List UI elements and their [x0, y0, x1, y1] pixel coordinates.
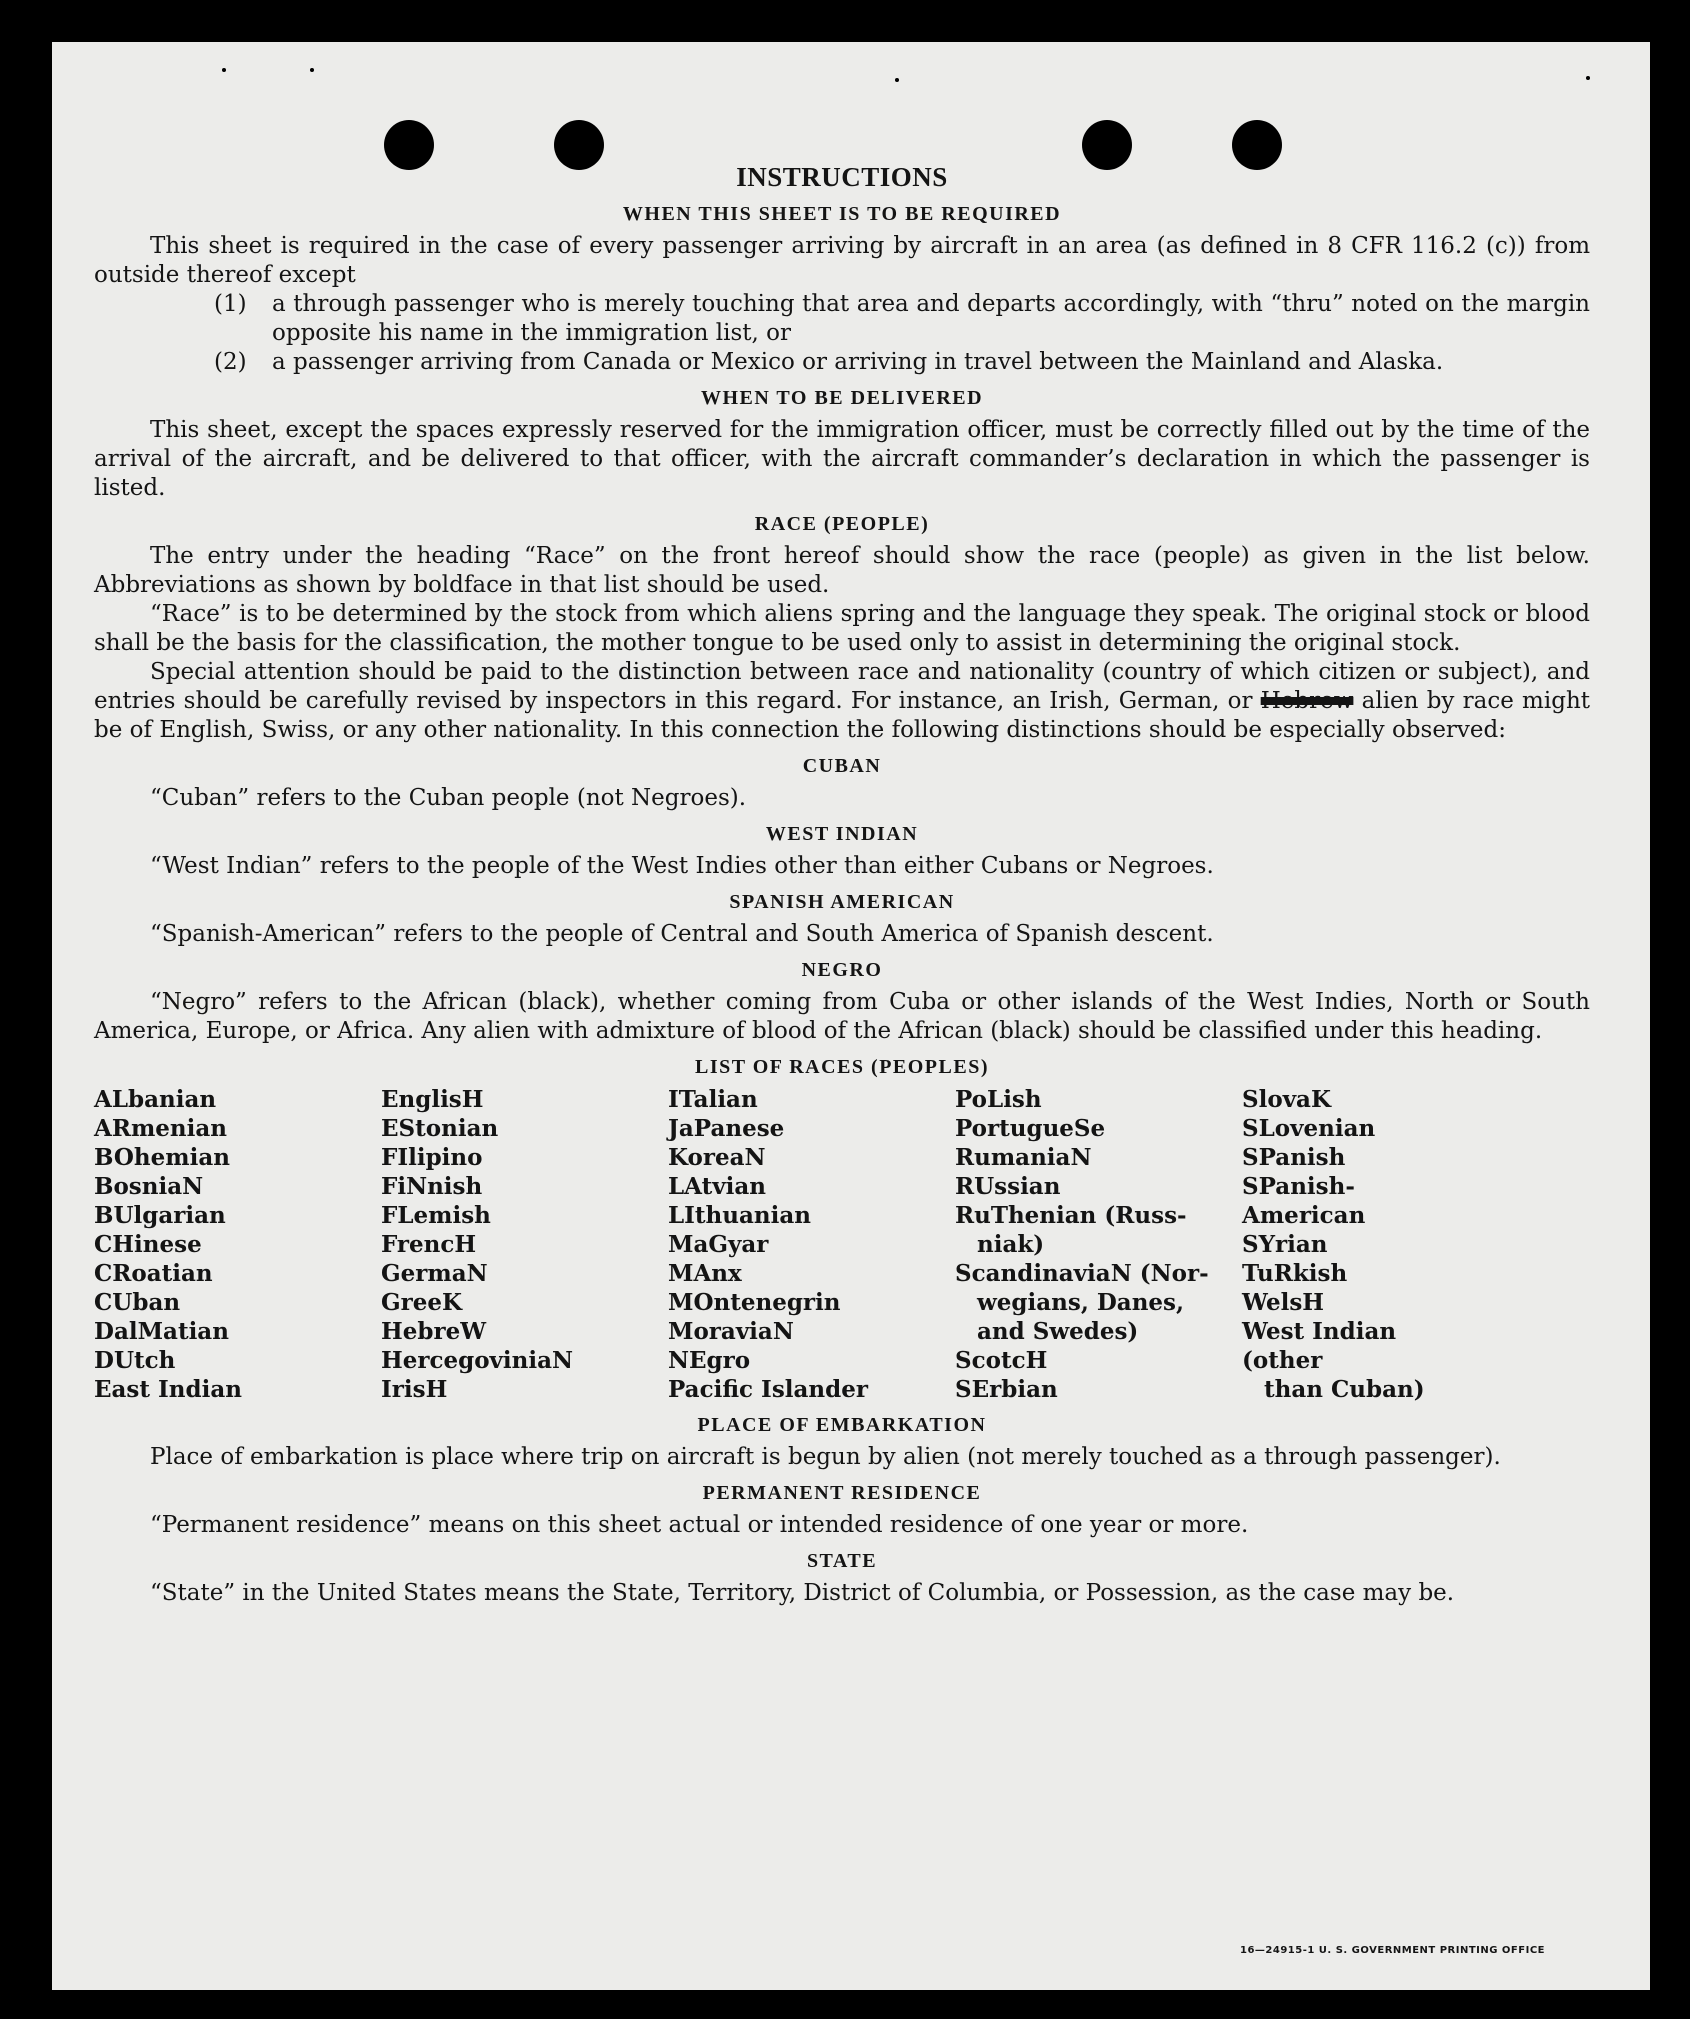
- race-entry: EnglisH: [381, 1086, 484, 1113]
- race-entry: HebreW: [381, 1318, 487, 1345]
- race-entry: MoraviaN: [668, 1318, 794, 1345]
- race-entry: CRoatian: [94, 1260, 213, 1287]
- race-entry: PoLish: [955, 1086, 1042, 1113]
- race-entry: BosniaN: [94, 1173, 204, 1200]
- race-paragraph: The entry under the heading “Race” on the front hereof should show the race (people) as given in the list below. Abbreviations as shown by boldface in that list should be used.: [94, 543, 1590, 598]
- heading-negro: NEGRO: [801, 959, 883, 981]
- race-entry: RuThenian (Russ-: [955, 1202, 1187, 1229]
- scan-speck: [1586, 76, 1590, 80]
- heading-when-required: WHEN THIS SHEET IS TO BE REQUIRED: [622, 203, 1062, 225]
- race-entry: MaGyar: [668, 1231, 769, 1258]
- race-special-b: alien by race might be of English, Swiss, or any other nationality. In this connection the following distinctions should be especially observed:: [94, 688, 1591, 743]
- race-special-a: Special attention should be paid to the distinction between race and nationality (country of which citizen or subject), and entries should be carefully revised by inspectors in this regard. For instance, an Irish, German, or: [94, 659, 1590, 714]
- page-title: INSTRUCTIONS: [736, 162, 948, 192]
- heading-when-delivered: WHEN TO BE DELIVERED: [700, 387, 984, 409]
- scan-speck: [895, 78, 899, 82]
- races-column: [381, 1085, 668, 1404]
- heading-race: RACE (PEOPLE): [754, 513, 930, 535]
- west-indian-text: “West Indian” refers to the people of the West Indies other than either Cubans or Negroes.: [150, 853, 1214, 879]
- embarkation-text: Place of embarkation is place where trip on aircraft is begun by alien (not merely touched as a through passenger).: [150, 1444, 1501, 1470]
- race-entry: FLemish: [381, 1202, 491, 1229]
- race-entry: CUban: [94, 1289, 181, 1316]
- race-entry: FrencH: [381, 1231, 477, 1258]
- exception-text: a passenger arriving from Canada or Mexico or arriving in travel between the Mainland and Alaska.: [272, 349, 1444, 375]
- exceptions-list: [214, 290, 1590, 377]
- race-entry: SYrian: [1242, 1231, 1328, 1258]
- race-entry: FiNnish: [381, 1173, 483, 1200]
- scan-speck: [310, 68, 314, 72]
- race-entry: PortugueSe: [955, 1115, 1106, 1142]
- race-entry: MAnx: [668, 1260, 742, 1287]
- race-entry: FIlipino: [381, 1144, 483, 1171]
- race-entry: SLovenian: [1242, 1115, 1376, 1142]
- race-entry: GermaN: [381, 1260, 488, 1287]
- race-entry: SPanish: [1242, 1144, 1346, 1171]
- race-entry: WelsH: [1242, 1289, 1325, 1316]
- residence-text: “Permanent residence” means on this sheet actual or intended residence of one year or more.: [150, 1512, 1249, 1538]
- exception-text: a through passenger who is merely touching that area and departs accordingly, with “thru” noted on the margin opposite his name in the immigration list, or: [272, 291, 1590, 346]
- race-entry: West Indian (other: [1242, 1318, 1397, 1374]
- when-required-intro: This sheet is required in the case of every passenger arriving by aircraft in an area (as defined in 8 CFR 116.2 (c)) from outside thereof except: [94, 233, 1590, 288]
- race-entry: NEgro: [668, 1347, 751, 1374]
- race-entry: SlovaK: [1242, 1086, 1331, 1113]
- scan-speck: [222, 68, 226, 72]
- race-entry: RUssian: [955, 1173, 1061, 1200]
- race-entry: HercegoviniaN: [381, 1347, 574, 1374]
- spanish-american-text: “Spanish-American” refers to the people of Central and South America of Spanish descent.: [150, 921, 1214, 947]
- race-entry: MOntenegrin: [668, 1289, 841, 1316]
- exception-item: [214, 348, 1590, 377]
- when-delivered-text: This sheet, except the spaces expressly reserved for the immigration officer, must be correctly filled out by the time of the arrival of the aircraft, and be delivered to that officer, with the aircraft commander’s declaration in which the passenger is listed.: [94, 417, 1590, 501]
- race-entry: Pacific Islander: [668, 1376, 868, 1403]
- race-entry: IrisH: [381, 1376, 448, 1403]
- race-entry: EStonian: [381, 1115, 499, 1142]
- race-entry: and Swedes): [977, 1318, 1139, 1345]
- race-paragraph: “Race” is to be determined by the stock from which aliens spring and the language they speak. The original stock or blood shall be the basis for the classification, the mother tongue to be used only to assist in determining the original stock.: [94, 601, 1590, 656]
- exception-item: [214, 290, 1590, 348]
- races-column: [668, 1085, 955, 1404]
- struck-word: Hebrew: [1260, 688, 1354, 714]
- heading-embarkation: PLACE OF EMBARKATION: [697, 1414, 987, 1436]
- punch-hole: [1082, 120, 1132, 170]
- state-text: “State” in the United States means the State, Territory, District of Columbia, or Possession, as the case may be.: [150, 1580, 1455, 1606]
- race-entry: GreeK: [381, 1289, 463, 1316]
- race-entry: DalMatian: [94, 1318, 229, 1345]
- races-list: [94, 1085, 1590, 1404]
- race-entry: BOhemian: [94, 1144, 230, 1171]
- negro-text: “Negro” refers to the African (black), whether coming from Cuba or other islands of the West Indies, North or South America, Europe, or Africa. Any alien with admixture of blood of the African (black) should be classified under this heading.: [94, 989, 1590, 1044]
- document-page: [52, 42, 1650, 1990]
- heading-residence: PERMANENT RESIDENCE: [702, 1482, 982, 1504]
- race-entry: East Indian: [94, 1376, 242, 1403]
- race-entry: LIthuanian: [668, 1202, 811, 1229]
- exception-number: (1): [214, 291, 247, 317]
- race-entry: ARmenian: [94, 1115, 228, 1142]
- race-entry: niak): [977, 1231, 1045, 1258]
- punch-hole: [1232, 120, 1282, 170]
- race-entry: LAtvian: [668, 1173, 766, 1200]
- printing-office-footer: 16—24915-1 U. S. GOVERNMENT PRINTING OFFICE: [1240, 1945, 1545, 1956]
- race-special-paragraph: [94, 658, 1590, 745]
- race-entry: KoreaN: [668, 1144, 766, 1171]
- races-column: [1242, 1085, 1462, 1404]
- heading-list-of-races: LIST OF RACES (PEOPLES): [694, 1056, 989, 1078]
- race-entry: ScandinaviaN (Nor-: [955, 1260, 1209, 1287]
- race-entry: than Cuban): [1264, 1376, 1425, 1403]
- race-entry: ScotcH: [955, 1347, 1048, 1374]
- punch-hole: [384, 120, 434, 170]
- heading-cuban: CUBAN: [802, 755, 882, 777]
- heading-state: STATE: [806, 1550, 878, 1572]
- heading-west-indian: WEST INDIAN: [765, 823, 919, 845]
- races-column: [955, 1085, 1242, 1404]
- race-entry: SErbian: [955, 1376, 1058, 1403]
- race-entry: CHinese: [94, 1231, 202, 1258]
- races-column: [94, 1085, 381, 1404]
- race-entry: wegians, Danes,: [977, 1289, 1184, 1316]
- race-entry: ITalian: [668, 1086, 758, 1113]
- punch-hole: [554, 120, 604, 170]
- exception-number: (2): [214, 349, 247, 375]
- race-entry: TuRkish: [1242, 1260, 1348, 1287]
- heading-spanish-american: SPANISH AMERICAN: [729, 891, 955, 913]
- race-entry: JaPanese: [668, 1115, 785, 1142]
- race-entry: BUlgarian: [94, 1202, 226, 1229]
- race-entry: ALbanian: [94, 1086, 217, 1113]
- race-entry: RumaniaN: [955, 1144, 1092, 1171]
- race-entry: SPanish-American: [1242, 1173, 1366, 1229]
- cuban-text: “Cuban” refers to the Cuban people (not Negroes).: [150, 785, 747, 811]
- race-entry: DUtch: [94, 1347, 176, 1374]
